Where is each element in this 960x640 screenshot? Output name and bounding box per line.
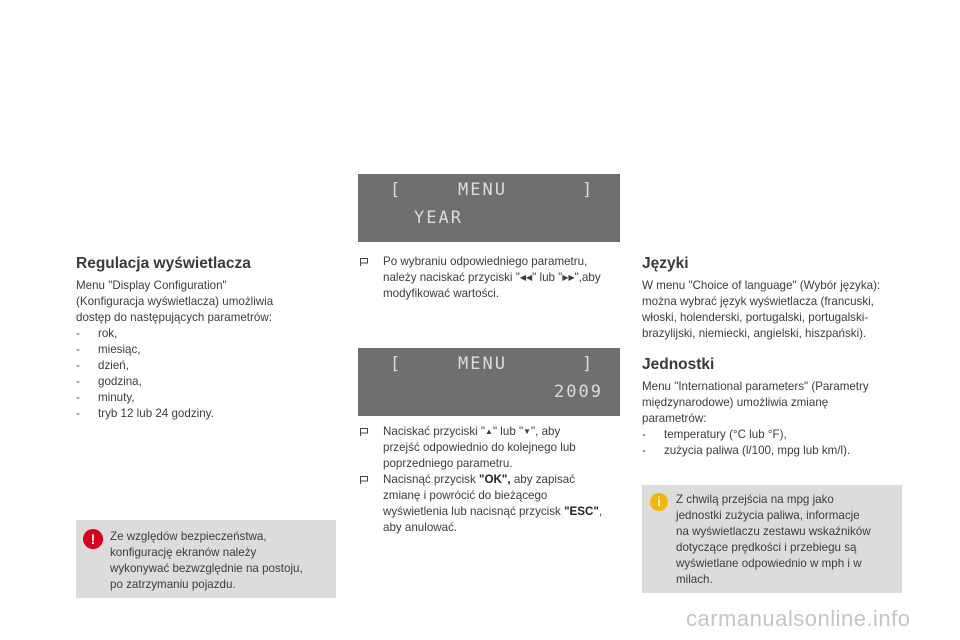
flag-bullet-icon xyxy=(360,428,368,436)
step-navigate-and-confirm xyxy=(358,424,628,536)
arrow-up-icon: ▲ xyxy=(485,427,493,436)
list-item: Po wybraniu odpowiedniego parametru, należy naciskać przyciski "◀◀" lub "▶▶",aby modyfikować wartości. xyxy=(358,254,628,302)
fast-forward-icon: ▶▶ xyxy=(562,273,575,282)
lcd-value: YEAR xyxy=(414,208,463,228)
esc-key-label: "ESC" xyxy=(564,505,599,518)
list-item: - godzina, xyxy=(76,374,336,390)
lcd-bracket-right: ] xyxy=(582,354,595,374)
list-item: - tryb 12 lub 24 godziny. xyxy=(76,406,336,422)
list-item: Naciskać przyciski "▲" lub "▼", aby przejść odpowiednio do kolejnego lub poprzedniego parametru. xyxy=(358,424,628,472)
flag-bullet-icon xyxy=(360,476,368,484)
flag-bullet-icon xyxy=(360,258,368,266)
display-config-intro: Menu "Display Configuration" (Konfiguracja wyświetlacza) umożliwia dostęp do następujących parametrów: - rok, - miesiąc, - dzień, - godzina, - minuty, - tryb 12 lub 24 godziny. xyxy=(76,278,336,422)
list-item: - minuty, xyxy=(76,390,336,406)
lcd-menu-title: MENU xyxy=(458,354,507,374)
section-heading-units: Jednostki xyxy=(642,356,715,373)
lcd-value: 2009 xyxy=(554,382,603,402)
info-icon: i xyxy=(650,493,668,511)
warning-icon: ! xyxy=(83,529,103,549)
list-item: - temperatury (°C lub °F), xyxy=(642,427,912,443)
section-heading-display: Regulacja wyświetlacza xyxy=(76,255,251,272)
rewind-icon: ◀◀ xyxy=(519,273,533,282)
lcd-display-year xyxy=(358,174,620,242)
lcd-display-value xyxy=(358,348,620,416)
safety-warning-box: ! Ze względów bezpieczeństwa, konfigurację ekranów należy wykonywać bezwzględnie na postoju, po zatrzymaniu pojazdu. xyxy=(76,520,336,598)
lcd-bracket-right: ] xyxy=(582,180,595,200)
list-item: - zużycia paliwa (l/100, mpg lub km/l). xyxy=(642,443,912,459)
ok-key-label: "OK", xyxy=(479,473,511,486)
lcd-menu-title: MENU xyxy=(458,180,507,200)
units-paragraph: Menu "International parameters" (Parametry międzynarodowe) umożliwia zmianę parametrów: - temperatury (°C lub °F), - zużycia paliwa (l/100, mpg lub km/l). xyxy=(642,379,912,459)
units-list xyxy=(642,427,912,459)
list-item: - miesiąc, xyxy=(76,342,336,358)
languages-paragraph: W menu "Choice of language" (Wybór języka): można wybrać język wyświetlacza (francuski, włoski, holenderski, portugalski, portugalski- brazylijski, niemiecki, angielski, hiszpański). xyxy=(642,279,881,340)
list-item: - dzień, xyxy=(76,358,336,374)
lcd-bracket-left: [ xyxy=(390,180,403,200)
info-note-box: i Z chwilą przejścia na mpg jako jednostki zużycia paliwa, informacje na wyświetlaczu zestawu wskaźników dotyczące prędkości i przebiegu są wyświetlane odpowiednio w mph i w milach. xyxy=(642,485,902,593)
step-select-parameter xyxy=(358,254,628,302)
watermark: carmanualsonline.info xyxy=(686,606,911,631)
list-item: - rok, xyxy=(76,326,336,342)
lcd-bracket-left: [ xyxy=(390,354,403,374)
display-parameters-list xyxy=(76,326,336,422)
arrow-down-icon: ▼ xyxy=(523,427,532,436)
list-item: Nacisnąć przycisk "OK", aby zapisać zmianę i powrócić do bieżącego wyświetlenia lub nacisnąć przycisk "ESC", aby anulować. xyxy=(358,472,628,536)
section-heading-languages: Języki xyxy=(642,255,689,272)
